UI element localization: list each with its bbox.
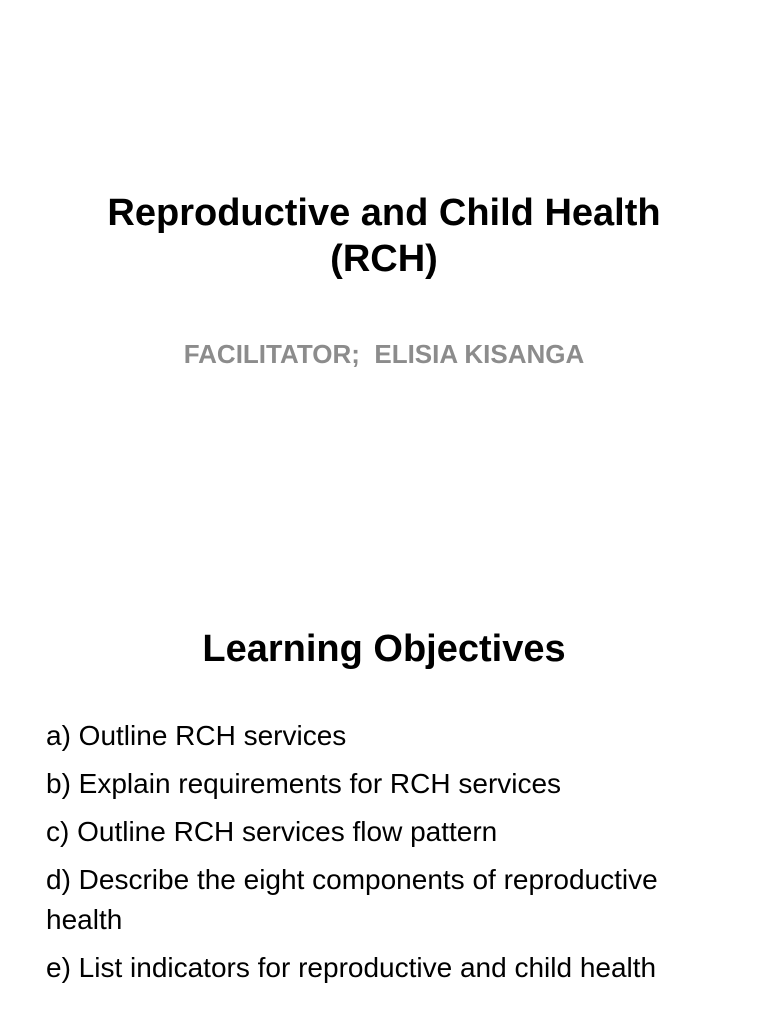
slide-title-line-1: Reproductive and Child Health	[107, 192, 661, 234]
objective-item: c) Outline RCH services flow pattern	[46, 816, 498, 847]
objective-item: b) Explain requirements for RCH services	[46, 768, 562, 799]
slide-title	[40, 190, 728, 282]
objective-item: e) List indicators for reproductive and child health	[46, 952, 657, 983]
objectives-title: Learning Objectives	[202, 628, 566, 670]
objective-item: a) Outline RCH services	[46, 720, 347, 751]
objectives-list	[46, 716, 728, 996]
objective-item: d) Describe the eight components of reproductive health	[46, 864, 658, 935]
slide-title-line-2: (RCH)	[330, 238, 438, 280]
facilitator-subtitle: FACILITATOR; ELISIA KISANGA	[183, 339, 585, 369]
objectives-slide	[0, 576, 768, 1024]
